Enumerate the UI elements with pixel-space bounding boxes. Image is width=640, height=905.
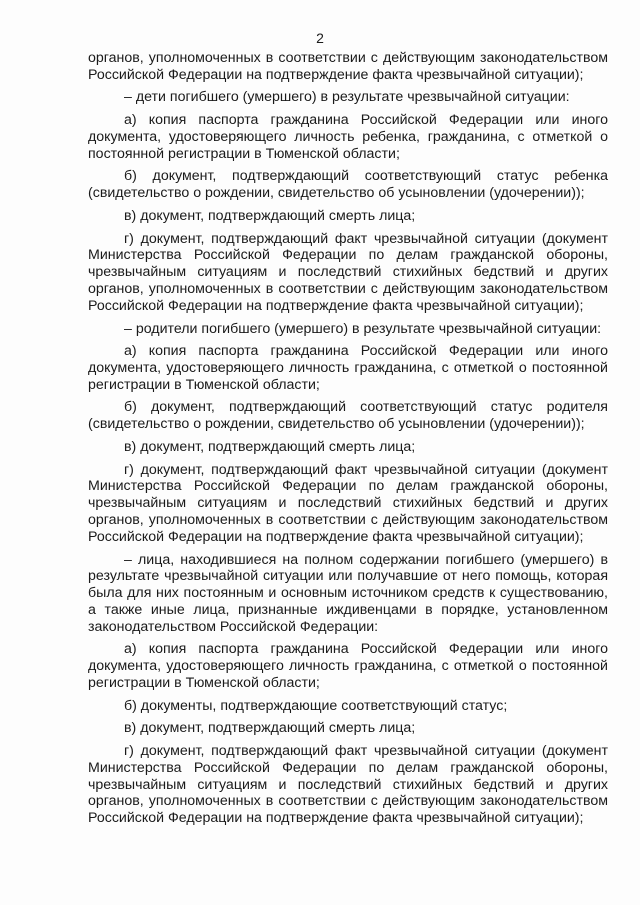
paragraph-parents-v: в) документ, подтверждающий смерть лица; bbox=[124, 438, 416, 455]
paragraph-dependents-g: г) документ, подтверждающий факт чрезвычайной ситуации (документ Министерства Российской Федерации по делам гражданской обороны, чрезвычайным ситуациям и последствий стихийных бедствий и других органов, уполномоченных в соответствии с действующим законодательством Российской Федерации на подтверждение факта чрезвычайной ситуации); bbox=[88, 743, 608, 827]
paragraph-children-g: г) документ, подтверждающий факт чрезвычайной ситуации (документ Министерства Российской Федерации по делам гражданской обороны, чрезвычайным ситуациям и последствий стихийных бедствий и других органов, уполномоченных в соответствии с действующим законодательством Российской Федерации на подтверждение факта чрезвычайной ситуации); bbox=[88, 230, 608, 314]
paragraph-children-b: б) документ, подтверждающий соответствующий статус ребенка (свидетельство о рождении, свидетельство об усыновлении (удочерении)); bbox=[88, 168, 608, 202]
paragraph-children-a: а) копия паспорта гражданина Российской Федерации или иного документа, удостоверяющего личность ребенка, гражданина, с отметкой о постоянной регистрации в Тюменской области; bbox=[88, 112, 608, 162]
page-number: 2 bbox=[316, 30, 324, 46]
paragraph-dependents-heading: – лица, находившиеся на полном содержании погибшего (умершего) в результате чрезвычайной ситуации или получавшие от него помощь, которая была для них постоянным и основным источником средств к существованию, а также иные лица, признанные иждивенцами в порядке, установленном законодательством Российской Федерации: bbox=[88, 551, 608, 635]
paragraph-continuation: органов, уполномоченных в соответствии с действующим законодательством Российской Федерации на подтверждение факта чрезвычайной ситуации); bbox=[88, 50, 608, 83]
paragraph-parents-heading: – родители погибшего (умершего) в результате чрезвычайной ситуации: bbox=[124, 320, 602, 337]
paragraph-children-v: в) документ, подтверждающий смерть лица; bbox=[124, 207, 416, 224]
document-body bbox=[88, 50, 608, 833]
paragraph-dependents-v: в) документ, подтверждающий смерть лица; bbox=[124, 720, 416, 737]
paragraph-dependents-b: б) документы, подтверждающие соответствующий статус; bbox=[124, 697, 508, 714]
paragraph-parents-a: а) копия паспорта гражданина Российской Федерации или иного документа, удостоверяющего личность гражданина, с отметкой о постоянной регистрации в Тюменской области; bbox=[88, 343, 608, 393]
paragraph-parents-b: б) документ, подтверждающий соответствующий статус родителя (свидетельство о рождении, свидетельство об усыновлении (удочерении)); bbox=[88, 399, 608, 433]
paragraph-parents-g: г) документ, подтверждающий факт чрезвычайной ситуации (документ Министерства Российской Федерации по делам гражданской обороны, чрезвычайным ситуациям и последствий стихийных бедствий и других органов, уполномоченных в соответствии с действующим законодательством Российской Федерации на подтверждение факта чрезвычайной ситуации); bbox=[88, 461, 608, 545]
paragraph-children-heading: – дети погибшего (умершего) в результате чрезвычайной ситуации: bbox=[124, 89, 570, 106]
paragraph-dependents-a: а) копия паспорта гражданина Российской Федерации или иного документа, удостоверяющего личность гражданина, с отметкой о постоянной регистрации в Тюменской области; bbox=[88, 641, 608, 691]
